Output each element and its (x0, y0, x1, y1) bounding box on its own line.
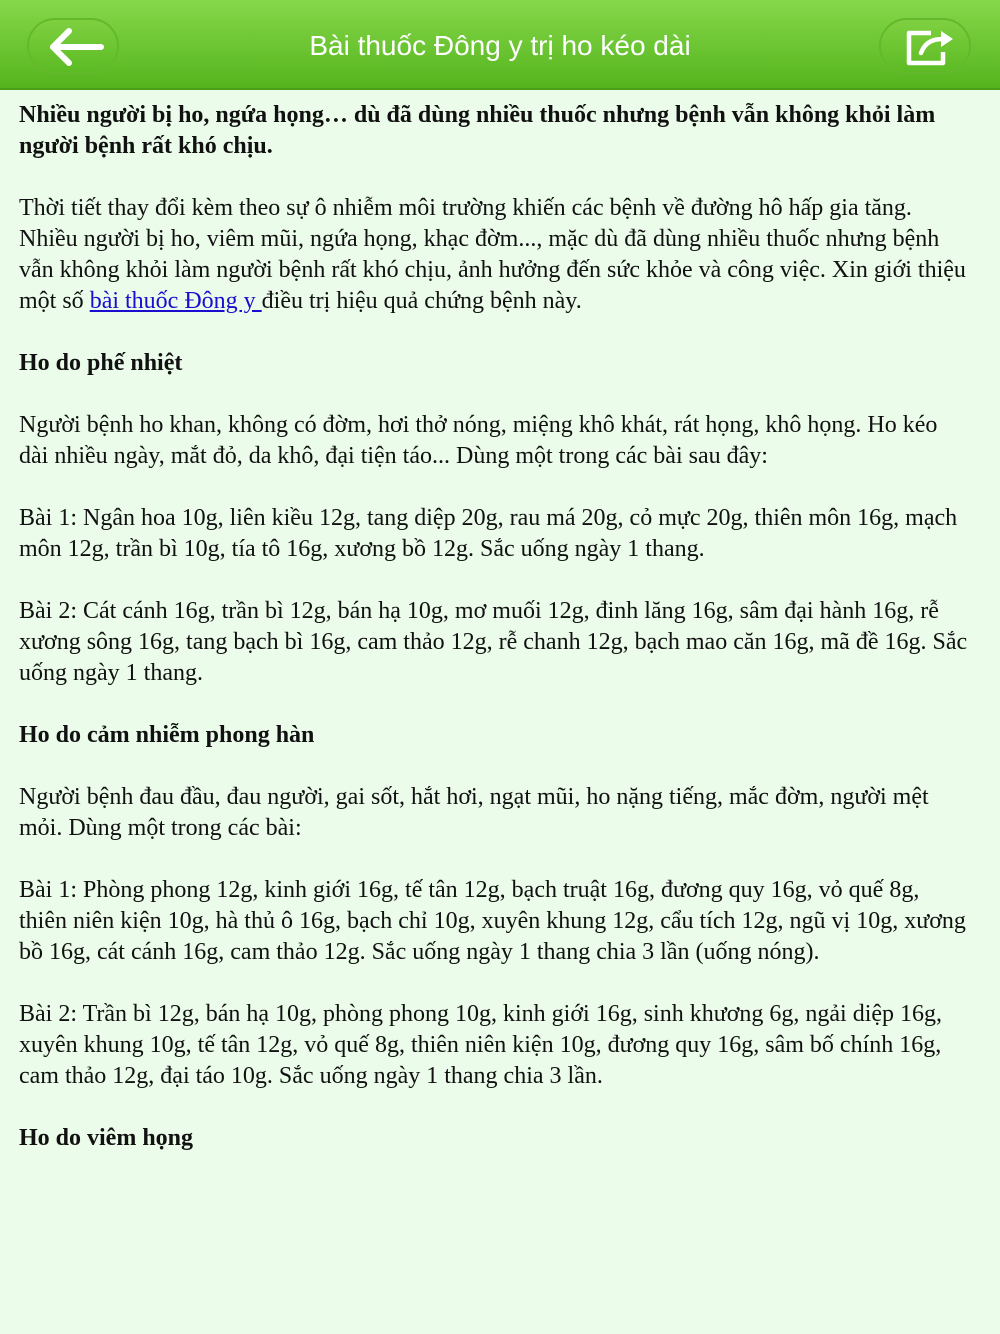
share-icon (881, 20, 973, 76)
article-intro (19, 193, 972, 317)
intro-text-end: điều trị hiệu quả chứng bệnh này. (261, 288, 582, 314)
page-title: Bài thuốc Đông y trị ho kéo dài (309, 30, 691, 61)
recipe-paragraph: Bài 1: Phòng phong 12g, kinh giới 16g, tế tân 12g, bạch truật 16g, đương quy 16g, vỏ quế 8g, thiên niên kiện 10g, hà thủ ô 16g, bạch chỉ 10g, xuyên khung 12g, cẩu tích 12g, ngũ vị 10g, xương bồ 16g, cát cánh 16g, cam thảo 12g. Sắc uống ngày 1 thang chia 3 lần (uống nóng). (19, 877, 966, 965)
intro-text: Thời tiết thay đổi kèm theo sự ô nhiễm môi trường khiến các bệnh về đường hô hấp gia tăng. Nhiều người bị ho, viêm mũi, ngứa họng, khạc đờm..., mặc dù đã dùng nhiều thuốc nhưng bệnh vẫn không khỏi làm người bệnh rất khó chịu, ảnh hưởng đến sức khỏe và công việc. Xin giới thiệu một số (19, 195, 966, 314)
section-heading: Ho do viêm họng (19, 1125, 194, 1151)
navigation-bar (0, 0, 1000, 90)
section-paragraph: Người bệnh đau đầu, đau người, gai sốt, hắt hơi, ngạt mũi, ho nặng tiếng, mắc đờm, người mệt mỏi. Dùng một trong các bài: (19, 784, 929, 841)
section-paragraph: Người bệnh ho khan, không có đờm, hơi thở nóng, miệng khô khát, rát họng, khô họng. Ho kéo dài nhiều ngày, mắt đỏ, da khô, đại tiện táo... Dùng một trong các bài sau đây: (19, 412, 938, 469)
article-link[interactable]: bài thuốc Đông y (89, 288, 262, 314)
back-button[interactable] (27, 18, 119, 74)
section-heading: Ho do cảm nhiễm phong hàn (19, 722, 315, 748)
recipe-paragraph: Bài 2: Cát cánh 16g, trần bì 12g, bán hạ 10g, mơ muối 12g, đinh lăng 16g, sâm đại hành 16g, rễ xương sông 16g, tang bạch bì 16g, cam thảo 12g, rễ chanh 12g, bạch mao căn 16g, mã đề 16g. Sắc uống ngày 1 thang. (19, 598, 968, 686)
share-button[interactable] (879, 18, 971, 74)
recipe-paragraph: Bài 2: Trần bì 12g, bán hạ 10g, phòng phong 10g, kinh giới 16g, sinh khương 6g, ngải diệp 16g, xuyên khung 10g, tế tân 12g, vỏ quế 8g, thiên niên kiện 10g, đương quy 16g, sâm bố chính 16g, cam thảo 12g, đại táo 10g. Sắc uống ngày 1 thang chia 3 lần. (19, 1001, 943, 1089)
arrow-left-icon (29, 20, 121, 76)
article-lead: Nhiều người bị ho, ngứa họng… dù đã dùng nhiều thuốc nhưng bệnh vẫn không khỏi làm người bệnh rất khó chịu. (19, 102, 936, 159)
recipe-paragraph: Bài 1: Ngân hoa 10g, liên kiều 12g, tang diệp 20g, rau má 20g, cỏ mực 20g, thiên môn 16g, mạch môn 12g, trần bì 10g, tía tô 16g, xương bồ 12g. Sắc uống ngày 1 thang. (19, 505, 958, 562)
section-heading: Ho do phế nhiệt (19, 350, 183, 376)
article-body (0, 90, 1000, 1154)
